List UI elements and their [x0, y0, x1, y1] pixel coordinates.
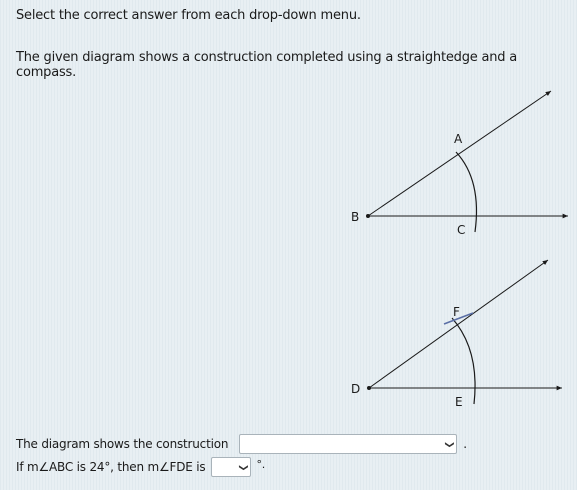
construction-dropdown[interactable] [239, 434, 457, 454]
ray-df [369, 260, 548, 388]
label-c: C [457, 223, 466, 237]
question-2-row [16, 457, 265, 477]
label-a: A [454, 132, 463, 146]
chevron-down-icon: ❯ [444, 440, 455, 448]
ray-ba [368, 91, 551, 216]
instruction-text: Select the correct answer from each drop-down menu. [16, 8, 361, 23]
compass-arc-abc [456, 152, 476, 232]
angle-fde-dropdown[interactable] [211, 457, 251, 477]
description-text: The given diagram shows a construction completed using a straightedge and a compass. [16, 50, 518, 80]
vertex-b-point [366, 214, 370, 218]
compass-arc-fde [452, 318, 475, 404]
label-d: D [351, 382, 361, 396]
chevron-down-icon: ❯ [238, 463, 249, 471]
label-f: F [453, 305, 460, 319]
label-e: E [455, 395, 463, 409]
question-2-text: If m∠ABC is 24°, then m∠FDE is [16, 460, 206, 474]
vertex-d-point [367, 386, 371, 390]
angle-abc-figure [351, 91, 568, 237]
question-2-suffix: °. [256, 457, 266, 471]
question-1-row [16, 434, 467, 454]
label-b: B [351, 210, 360, 224]
question-1-suffix: . [463, 437, 467, 451]
angle-fde-figure [351, 260, 562, 409]
question-1-text: The diagram shows the construction [16, 437, 229, 451]
